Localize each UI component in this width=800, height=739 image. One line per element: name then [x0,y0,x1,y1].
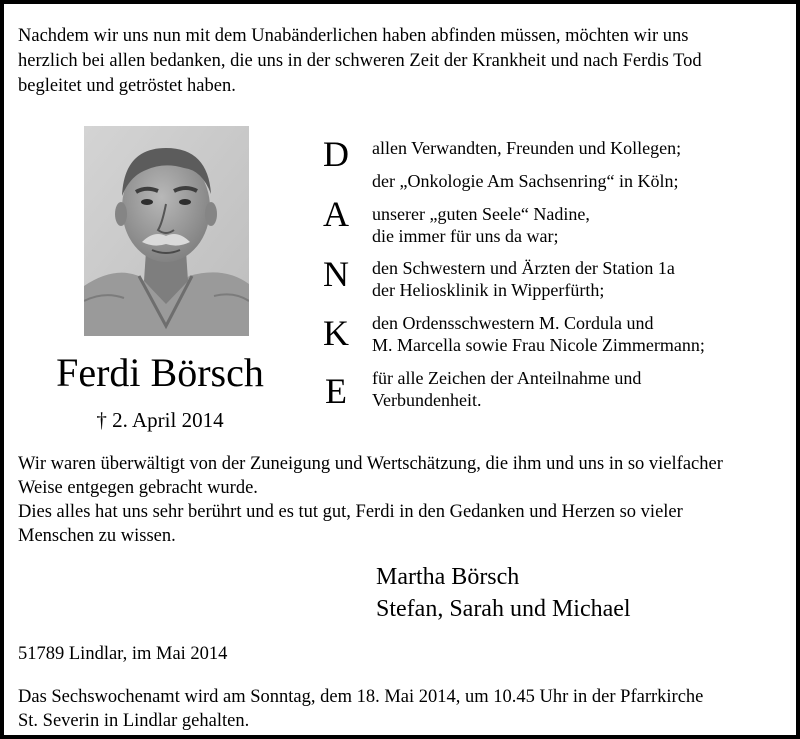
gratitude-text [18,452,793,548]
thanks-line: die immer für uns da war; [372,226,559,246]
gratitude-line: Menschen zu wissen. [18,526,176,546]
thanks-line: der „Onkologie Am Sachsenring“ in Köln; [372,171,679,191]
signature-line: Martha Börsch [376,564,520,590]
danke-letter: A [323,194,349,234]
portrait-image [84,126,249,336]
thanks-line: Verbundenheit. [372,390,482,410]
mass-notice-line: St. Severin in Lindlar gehalten. [18,711,250,731]
thanks-line: den Ordensschwestern M. Cordula und [372,313,654,333]
gratitude-line: Wir waren überwältigt von der Zuneigung und Wertschätzung, die ihm und uns in so vielfacher [18,454,723,474]
danke-letter: D [323,134,349,174]
intro-line: herzlich bei allen bedanken, die uns in der schweren Zeit der Krankheit und nach Ferdis Tod [18,51,702,71]
thanks-line: für alle Zeichen der Anteilnahme und [372,368,642,388]
death-date: † 2. April 2014 [96,408,224,432]
thanks-line: M. Marcella sowie Frau Nicole Zimmermann; [372,335,705,355]
intro-text [18,24,788,99]
thanks-line: allen Verwandten, Freunden und Kollegen; [372,138,682,158]
intro-line: begleitet und getröstet haben. [18,76,236,96]
danke-letter: K [323,313,349,353]
mass-notice [18,685,793,733]
place-date: 51789 Lindlar, im Mai 2014 [18,644,228,664]
portrait-photo [84,126,249,336]
thanks-line: unserer „guten Seele“ Nadine, [372,204,590,224]
intro-line: Nachdem wir uns nun mit dem Unabänderlichen haben abfinden müssen, möchten wir uns [18,26,689,46]
gratitude-line: Dies alles hat uns sehr berührt und es tut gut, Ferdi in den Gedanken und Herzen so vieler [18,502,683,522]
thanks-line: der Heliosklinik in Wipperfürth; [372,280,605,300]
mass-notice-line: Das Sechswochenamt wird am Sonntag, dem 18. Mai 2014, um 10.45 Uhr in der Pfarrkirche [18,687,704,707]
deceased-name: Ferdi Börsch [56,350,264,395]
danke-letter: E [325,371,347,411]
gratitude-line: Weise entgegen gebracht wurde. [18,478,258,498]
thanks-line: den Schwestern und Ärzten der Station 1a [372,258,675,278]
danke-letter: N [323,254,349,294]
signature-line: Stefan, Sarah und Michael [376,596,631,622]
